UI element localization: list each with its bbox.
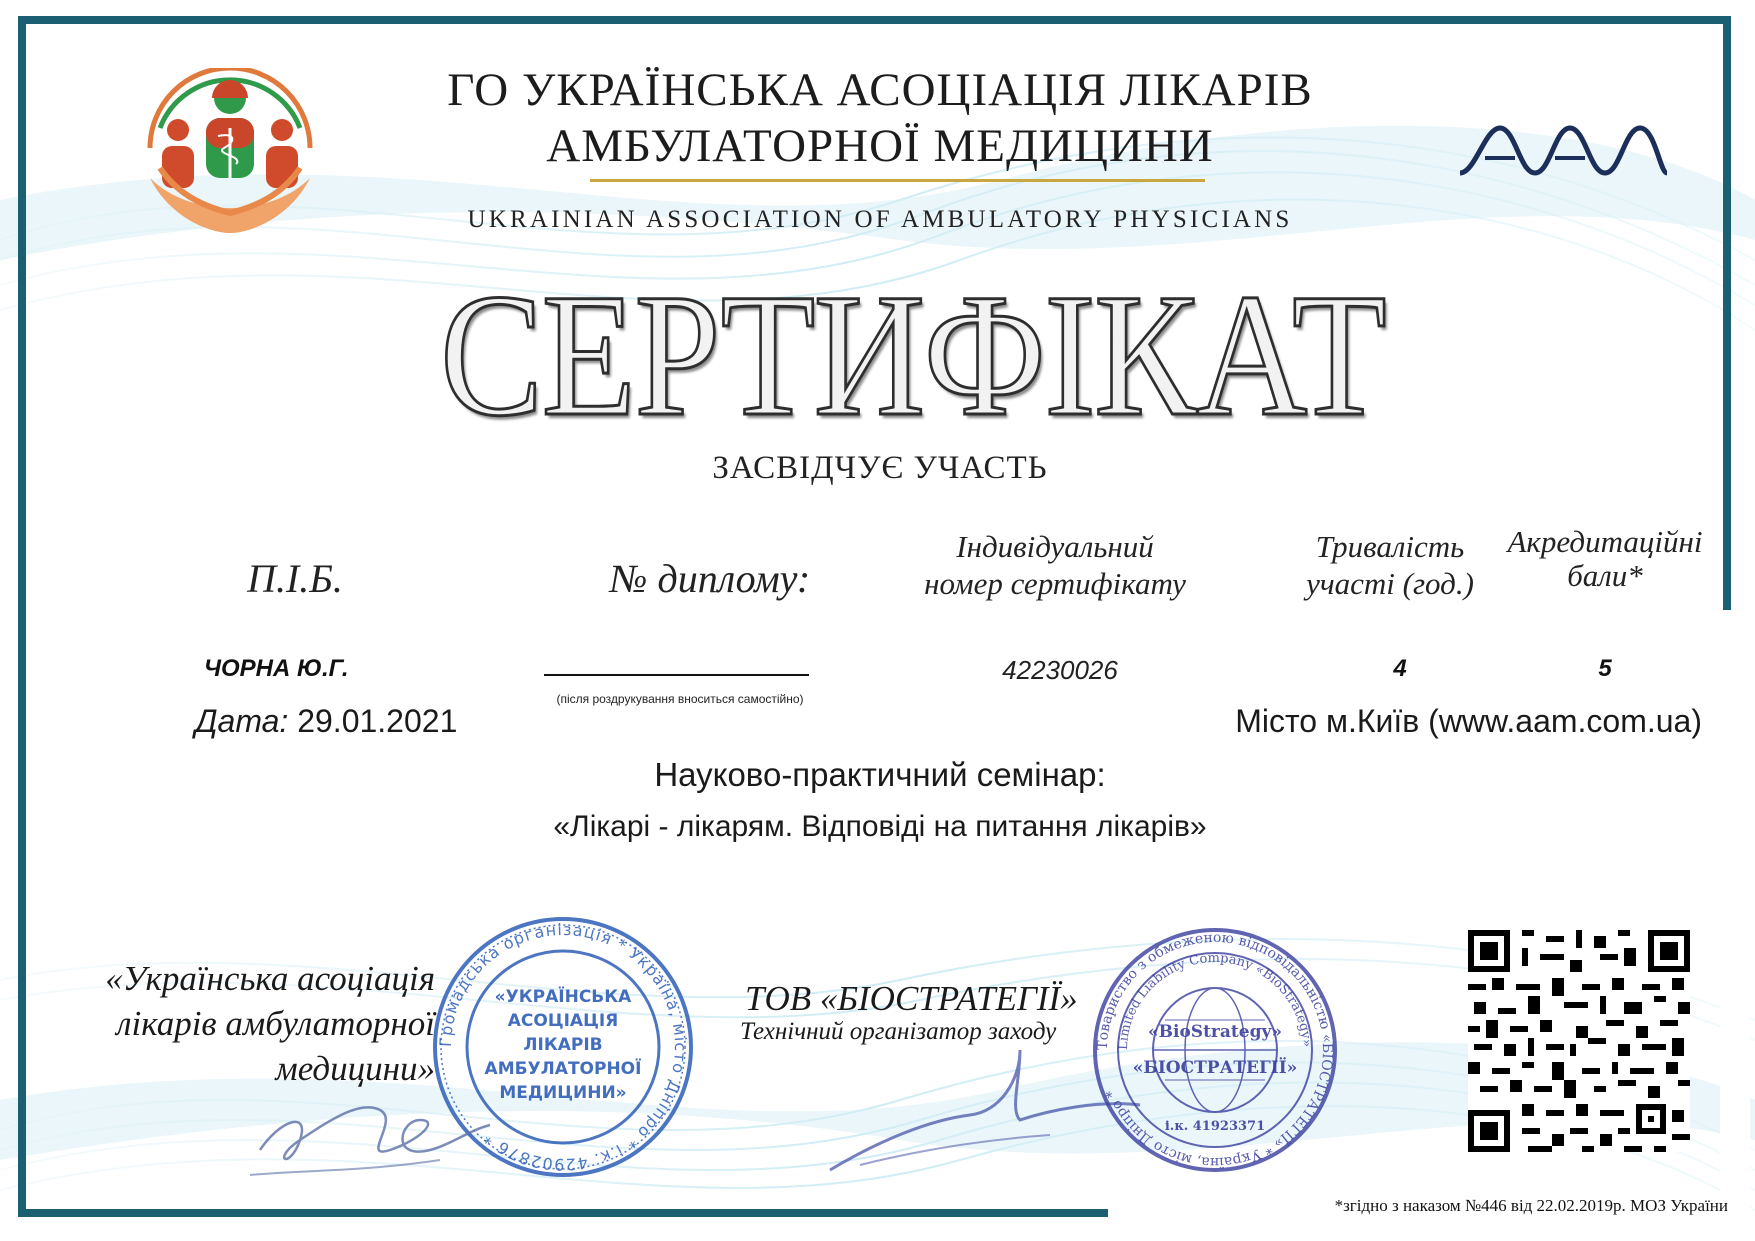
duration-value: 4	[1393, 655, 1407, 682]
header-diploma: № диплому:	[609, 556, 811, 601]
diploma-note: (після роздрукування вноситься самостійно)	[556, 692, 804, 706]
stamp-right-code: і.к. 41923371	[1164, 1119, 1266, 1134]
organization-title	[380, 62, 1380, 174]
diploma-blank-line	[544, 648, 809, 676]
certificate-title: СЕРТИФІКАТ	[440, 258, 1385, 453]
header-pib: П.І.Б.	[247, 556, 343, 601]
gold-divider	[590, 179, 1205, 182]
organization-title-english: UKRAINIAN ASSOCIATION OF AMBULATORY PHYSICIANS	[467, 206, 1293, 233]
signatory-line2: лікарів амбулаторної	[116, 1004, 435, 1043]
technical-organizer-role: Технічний організатор заходу	[740, 1018, 1057, 1045]
border-gap	[1720, 610, 1750, 1230]
signatory-line1: «Українська асоціація	[105, 959, 435, 998]
points-value: 5	[1598, 655, 1612, 682]
org-title-line2: АМБУЛАТОРНОЇ МЕДИЦИНИ	[546, 120, 1214, 172]
header-duration-line1: Тривалість	[1315, 529, 1465, 564]
stamp-left-line3: ЛІКАРІВ	[523, 1035, 603, 1055]
association-logo-icon	[140, 68, 320, 238]
header-accreditation-mark: *	[1627, 558, 1643, 593]
technical-organizer: ТОВ «БІОСТРАТЕГІЇ»	[745, 979, 1078, 1018]
stamp-left-line2: АСОЦІАЦІЯ	[507, 1011, 619, 1031]
org-title-line1: ГО УКРАЇНСЬКА АСОЦІАЦІЯ ЛІКАРІВ	[447, 64, 1313, 116]
header-accreditation	[1500, 525, 1710, 593]
event-date: 29.01.2021	[297, 703, 458, 739]
stamp-right-ring-outer: Товариство з обмеженою відповідальністю «БІОСТРАТЕГІЇ» * Україна, місто Дніпро *	[1094, 929, 1336, 1171]
participant-name: ЧОРНА Ю.Г.	[204, 655, 349, 682]
stamp-left-line5: МЕДИЦИНИ»	[499, 1083, 627, 1103]
seminar-type: Науково-практичний семінар:	[654, 756, 1106, 793]
header-duration-line2: участі (год.)	[1306, 566, 1474, 601]
stamp-left-line1: «УКРАЇНСЬКА	[494, 987, 632, 1007]
aam-logo-icon	[1455, 118, 1670, 188]
signature-left-icon	[240, 1080, 500, 1190]
stamp-right-ring-inner: Limited Liability Company «BioStrategy»	[1115, 950, 1315, 1051]
stamp-left-ring: Громадська організація * Україна, місто Дніпро * і.к. 42902876 *	[435, 919, 691, 1175]
stamp-right-en: «BioStrategy»	[1148, 1022, 1282, 1042]
signatory-line3: медицини»	[275, 1049, 435, 1088]
signatory-organization	[20, 956, 435, 1091]
biostrategy-stamp-icon	[1090, 925, 1340, 1175]
date-label: Дата:	[195, 703, 289, 739]
event-city: Місто м.Київ (www.aam.com.ua)	[1235, 703, 1702, 739]
stamp-left-line4: АМБУЛАТОРНОЇ	[484, 1059, 642, 1079]
qr-code-icon	[1468, 930, 1690, 1152]
date-row	[195, 703, 457, 740]
header-individual-line2: номер сертифікату	[924, 566, 1186, 601]
footnote: *згідно з наказом №446 від 22.02.2019р. МОЗ України	[1334, 1196, 1728, 1215]
header-accreditation-line1: Акредитаційні	[1507, 524, 1703, 559]
seminar-name: «Лікарі - лікарям. Відповіді на питання лікарів»	[553, 810, 1207, 843]
stamp-right-ua: «БІОСТРАТЕГІЇ»	[1132, 1058, 1298, 1078]
header-individual-line1: Індивідуальний	[956, 529, 1154, 564]
header-accreditation-line2: бали	[1567, 558, 1628, 593]
header-duration	[1290, 528, 1490, 602]
certificate-number: 42230026	[1002, 655, 1118, 685]
attests-participation: ЗАСВІДЧУЄ УЧАСТЬ	[712, 450, 1048, 486]
header-individual-number	[890, 528, 1220, 602]
